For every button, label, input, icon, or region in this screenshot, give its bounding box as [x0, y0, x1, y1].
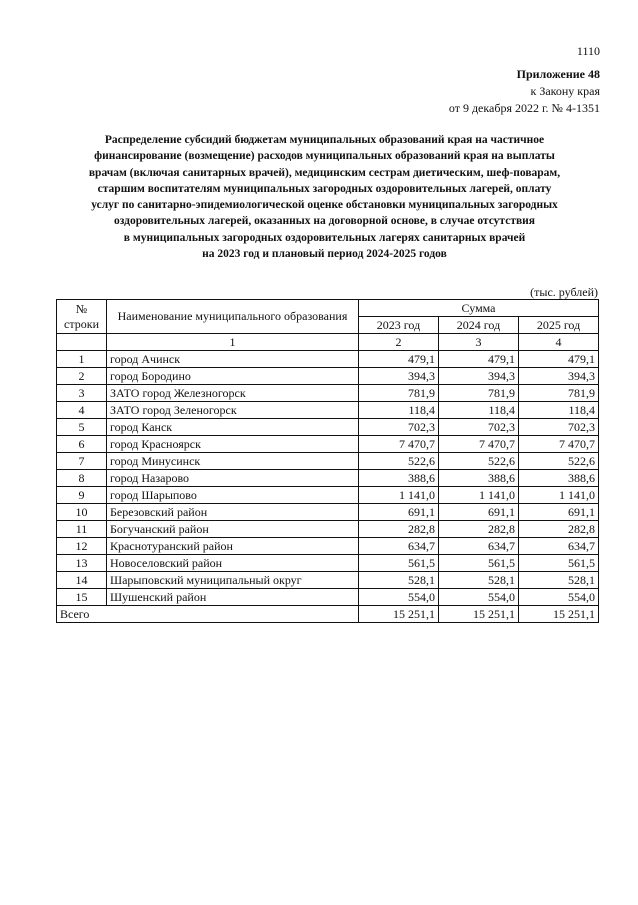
amount-2025: 781,9 [519, 385, 599, 402]
header-municipality-name: Наименование муниципального образования [107, 300, 359, 334]
municipality-name: город Назарово [107, 470, 359, 487]
column-number: 3 [439, 334, 519, 351]
column-number: 4 [519, 334, 599, 351]
municipality-name: Березовский район [107, 504, 359, 521]
appendix-header [449, 66, 600, 117]
amount-2024: 479,1 [439, 351, 519, 368]
header-sum: Сумма [359, 300, 599, 317]
amount-2023: 634,7 [359, 538, 439, 555]
amount-2024: 554,0 [439, 589, 519, 606]
table-row [57, 402, 599, 419]
amount-2025: 7 470,7 [519, 436, 599, 453]
header-year-2025: 2025 год [519, 317, 599, 334]
amount-2024: 394,3 [439, 368, 519, 385]
municipality-name: ЗАТО город Зеленогорск [107, 402, 359, 419]
amount-2025: 528,1 [519, 572, 599, 589]
title-line: в муниципальных загородных оздоровительных лагерях санитарных врачей [123, 231, 526, 244]
total-amount-2025: 15 251,1 [519, 606, 599, 623]
municipality-name: Шарыповский муниципальный округ [107, 572, 359, 589]
row-number: 12 [57, 538, 107, 555]
column-number: 2 [359, 334, 439, 351]
amount-2024: 388,6 [439, 470, 519, 487]
table-row [57, 521, 599, 538]
municipality-name: Шушенский район [107, 589, 359, 606]
municipality-name: город Шарыпово [107, 487, 359, 504]
table-row [57, 419, 599, 436]
amount-2024: 691,1 [439, 504, 519, 521]
municipality-name: город Канск [107, 419, 359, 436]
column-numbers-row [57, 334, 599, 351]
total-amount-2024: 15 251,1 [439, 606, 519, 623]
amount-2023: 781,9 [359, 385, 439, 402]
table-row [57, 351, 599, 368]
amount-2023: 388,6 [359, 470, 439, 487]
amount-2024: 7 470,7 [439, 436, 519, 453]
amount-2024: 634,7 [439, 538, 519, 555]
appendix-title: Приложение 48 [516, 67, 600, 81]
header-row [57, 300, 599, 317]
row-number: 7 [57, 453, 107, 470]
municipality-name: ЗАТО город Железногорск [107, 385, 359, 402]
table-row [57, 385, 599, 402]
column-number: 1 [107, 334, 359, 351]
amount-2023: 7 470,7 [359, 436, 439, 453]
municipality-name: город Бородино [107, 368, 359, 385]
municipality-name: город Ачинск [107, 351, 359, 368]
total-row [57, 606, 599, 623]
row-number: 15 [57, 589, 107, 606]
amount-2024: 118,4 [439, 402, 519, 419]
amount-2023: 1 141,0 [359, 487, 439, 504]
amount-2023: 528,1 [359, 572, 439, 589]
document-title [52, 132, 597, 262]
amount-2023: 691,1 [359, 504, 439, 521]
amount-2024: 781,9 [439, 385, 519, 402]
title-line: финансирование (возмещение) расходов муниципальных образований края на выплаты [94, 150, 555, 163]
header-row-number: № строки [57, 300, 107, 334]
table-row [57, 572, 599, 589]
row-number: 14 [57, 572, 107, 589]
title-line: старшим воспитателям муниципальных загородных оздоровительных лагерей, оплату [97, 182, 552, 195]
table-row [57, 470, 599, 487]
table-row [57, 504, 599, 521]
row-number: 13 [57, 555, 107, 572]
amount-2023: 118,4 [359, 402, 439, 419]
amount-2025: 282,8 [519, 521, 599, 538]
total-amount-2023: 15 251,1 [359, 606, 439, 623]
row-number: 2 [57, 368, 107, 385]
row-number: 10 [57, 504, 107, 521]
amount-2025: 118,4 [519, 402, 599, 419]
amount-2023: 561,5 [359, 555, 439, 572]
municipality-name: город Красноярск [107, 436, 359, 453]
header-year-2023: 2023 год [359, 317, 439, 334]
amount-2025: 394,3 [519, 368, 599, 385]
table-row [57, 538, 599, 555]
amount-2025: 691,1 [519, 504, 599, 521]
row-number: 1 [57, 351, 107, 368]
table-row [57, 555, 599, 572]
row-number: 3 [57, 385, 107, 402]
amount-2024: 561,5 [439, 555, 519, 572]
title-line: услуг по санитарно-эпидемиологической оценке обстановки муниципальных загородных [91, 199, 558, 212]
title-line: Распределение субсидий бюджетам муниципальных образований края на частичное [104, 134, 545, 146]
units-label: (тыс. рублей) [530, 285, 598, 299]
amount-2025: 561,5 [519, 555, 599, 572]
amount-2023: 554,0 [359, 589, 439, 606]
table-row [57, 368, 599, 385]
amount-2024: 528,1 [439, 572, 519, 589]
municipality-name: Краснотуранский район [107, 538, 359, 555]
title-line: оздоровительных лагерей, оказанных на договорной основе, в случае отсутствия [113, 215, 536, 228]
total-label: Всего [57, 606, 359, 623]
row-number: 9 [57, 487, 107, 504]
amount-2024: 282,8 [439, 521, 519, 538]
appendix-law-date: от 9 декабря 2022 г. № 4-1351 [448, 101, 600, 115]
amount-2025: 554,0 [519, 589, 599, 606]
amount-2023: 282,8 [359, 521, 439, 538]
title-line: на 2023 год и плановый период 2024-2025 годов [202, 248, 447, 261]
amount-2025: 1 141,0 [519, 487, 599, 504]
table-row [57, 487, 599, 504]
row-number: 8 [57, 470, 107, 487]
amount-2025: 702,3 [519, 419, 599, 436]
table-row [57, 589, 599, 606]
table-row [57, 436, 599, 453]
amount-2025: 634,7 [519, 538, 599, 555]
amount-2023: 522,6 [359, 453, 439, 470]
page-number: 1110 [576, 44, 600, 58]
amount-2023: 479,1 [359, 351, 439, 368]
amount-2024: 1 141,0 [439, 487, 519, 504]
table-row [57, 453, 599, 470]
municipality-name: Новоселовский район [107, 555, 359, 572]
municipality-name: город Минусинск [107, 453, 359, 470]
amount-2025: 479,1 [519, 351, 599, 368]
title-line: врачам (включая санитарных врачей), медицинским сестрам диетическим, шеф-поварам, [88, 166, 561, 179]
row-number: 11 [57, 521, 107, 538]
row-number: 4 [57, 402, 107, 419]
appendix-law-reference: к Закону края [530, 84, 600, 98]
row-number: 5 [57, 419, 107, 436]
amount-2025: 388,6 [519, 470, 599, 487]
row-number: 6 [57, 436, 107, 453]
amount-2023: 394,3 [359, 368, 439, 385]
amount-2023: 702,3 [359, 419, 439, 436]
amount-2024: 522,6 [439, 453, 519, 470]
amount-2025: 522,6 [519, 453, 599, 470]
municipality-name: Богучанский район [107, 521, 359, 538]
amount-2024: 702,3 [439, 419, 519, 436]
subsidy-table [56, 299, 599, 623]
column-number-empty [57, 334, 107, 351]
header-year-2024: 2024 год [439, 317, 519, 334]
